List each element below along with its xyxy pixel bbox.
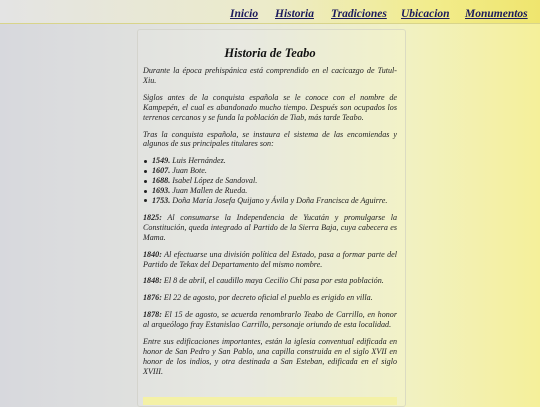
top-navbar	[0, 0, 540, 24]
event-year: 1878:	[143, 310, 162, 320]
event-year: 1876:	[143, 293, 162, 303]
list-item	[152, 196, 397, 206]
event-paragraph	[143, 310, 397, 330]
page-title: Historia de Teabo	[224, 46, 316, 60]
list-item-text: Doña María Josefa Quijano y Ávila y Doña Francisca de Aguirre.	[170, 195, 388, 205]
list-item-text: Juan Bote.	[170, 166, 207, 176]
event-text: El 8 de abril, el caudillo maya Cecilio Chi pasa por esta población.	[161, 276, 384, 286]
list-item-year: 1549.	[152, 156, 171, 166]
nav-link-inicio[interactable]: Inicio	[230, 8, 259, 20]
list-item	[152, 156, 397, 166]
paragraph-encomiendas-intro: Tras la conquista española, se instaura el sistema de las encomiendas y algunos de sus principales titulares son:	[143, 129, 397, 149]
encomiendas-list	[143, 156, 397, 206]
event-year: 1848:	[143, 276, 162, 286]
event-paragraph	[143, 276, 397, 286]
event-paragraph	[143, 213, 397, 243]
article-body	[143, 66, 397, 384]
list-item-year: 1607.	[152, 166, 171, 176]
event-paragraph	[143, 293, 397, 303]
event-text: Al consumarse la Independencia de Yucatán y promulgarse la Constitución, queda integrado al Partido de la Sierra Baja, cuya cabecera es Mama.	[143, 212, 397, 242]
event-text: Al efectuarse una división política del Estado, pasa a formar parte del Partido de Tekax del Departamento del mismo nombre.	[143, 249, 397, 269]
list-item-year: 1693.	[152, 186, 171, 196]
nav-link-ubicacion[interactable]: Ubicacion	[401, 8, 450, 20]
nav-link-tradiciones[interactable]: Tradiciones	[331, 8, 387, 20]
nav-link-monumentos[interactable]: Monumentos	[465, 8, 528, 20]
event-paragraph	[143, 250, 397, 270]
list-item-year: 1753.	[152, 195, 171, 205]
list-item	[152, 166, 397, 176]
highlight-box	[143, 397, 397, 405]
list-item-text: Luis Hernández.	[170, 156, 226, 166]
list-item-text: Juan Mallen de Rueda.	[170, 186, 248, 196]
list-item-year: 1688.	[152, 176, 171, 186]
event-text: El 22 de agosto, por decreto oficial el pueblo es erigido en villa.	[161, 293, 373, 303]
paragraph-kampepen: Siglos antes de la conquista española se le conoce con el nombre de Kampepén, el cual es abandonado mucho tiempo. Después son ocupados los terrenos cercanos y se funda la población de Tiab, más tarde Teabo.	[143, 92, 397, 122]
event-text: El 15 de agosto, se acuerda renombrarlo Teabo de Carrillo, en honor al arqueólogo fray Estanislao Carrillo, personaje oriundo de esta localidad.	[143, 310, 397, 330]
paragraph-edificaciones: Entre sus edificaciones importantes, están la iglesia conventual edificada en honor de San Pedro y San Pablo, una capilla construida en el siglo XVII en honor de los indios, y otra destinada a San Esteban, edificada en el siglo XVIII.	[143, 337, 397, 376]
list-item	[152, 186, 397, 196]
event-year: 1825:	[143, 212, 162, 222]
nav-link-historia[interactable]: Historia	[275, 8, 314, 20]
event-year: 1840:	[143, 249, 162, 259]
list-item	[152, 176, 397, 186]
list-item-text: Isabel López de Sandoval.	[170, 176, 258, 186]
paragraph-prehispanic: Durante la época prehispánica está comprendido en el cacicazgo de Tutul-Xiu.	[143, 66, 397, 85]
